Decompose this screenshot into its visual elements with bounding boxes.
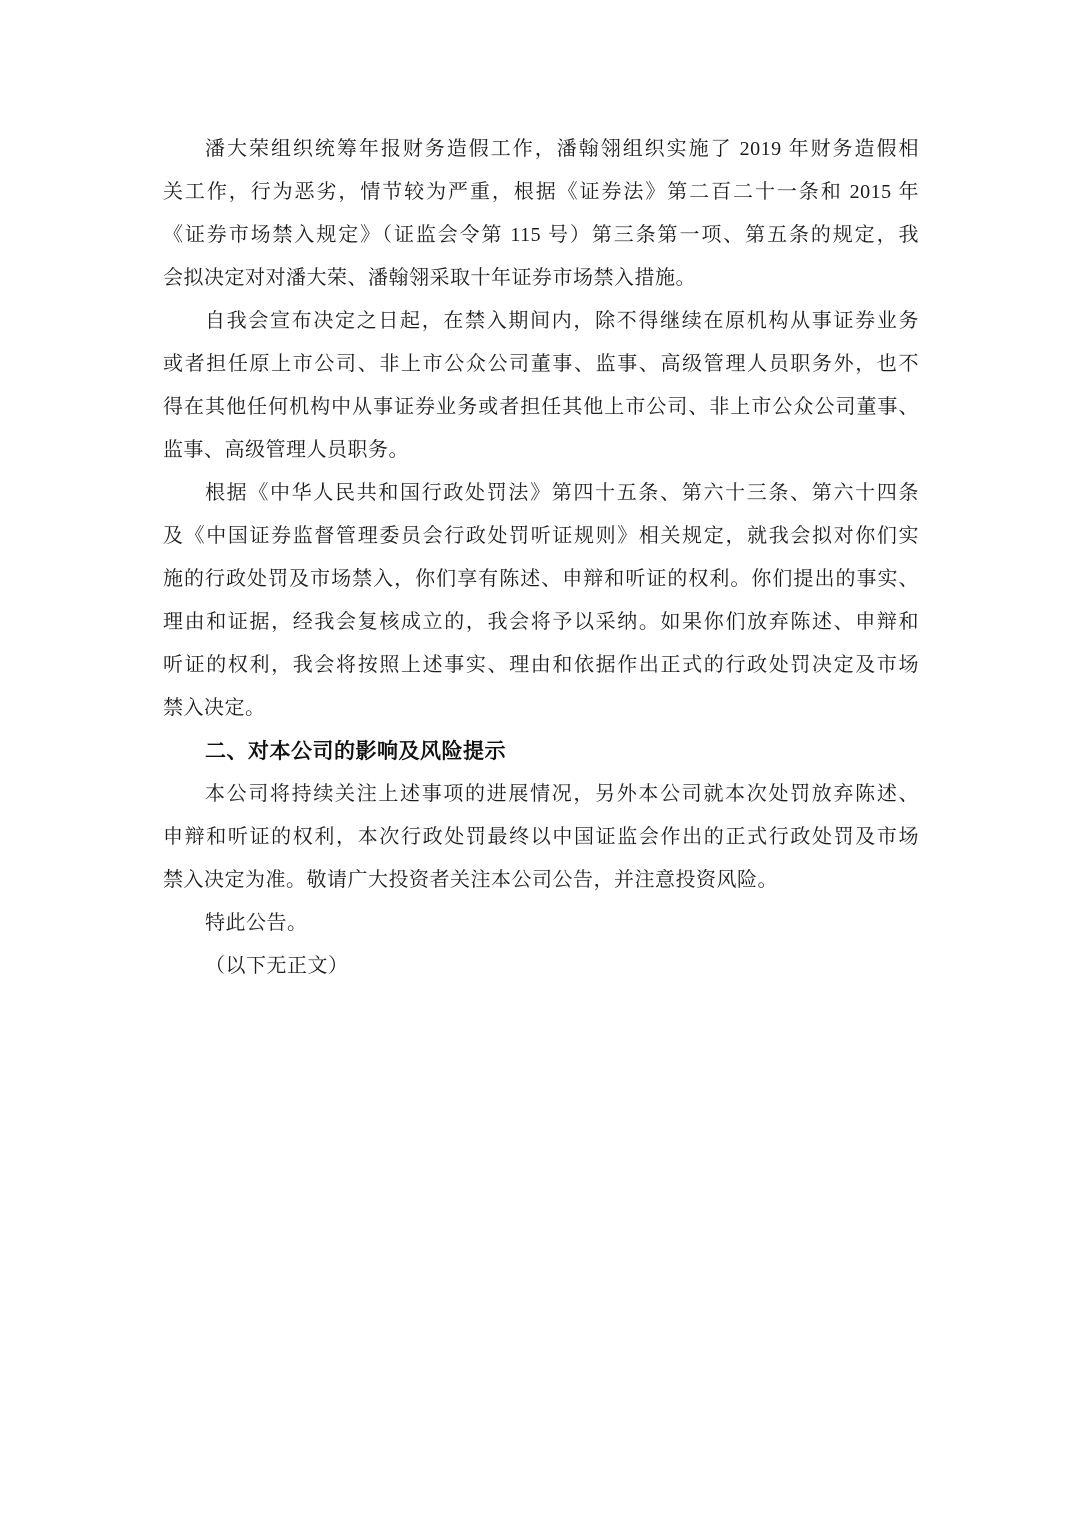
text-line: 或者担任原上市公司、非上市公众公司董事、监事、高级管理人员职务外，也不 — [163, 353, 919, 375]
document-body — [163, 128, 919, 988]
paragraph — [163, 472, 919, 730]
heading-line: 二、对本公司的影响及风险提示 — [205, 740, 506, 763]
text-line: 得在其他任何机构中从事证券业务或者担任其他上市公司、非上市公众公司董事、 — [163, 396, 919, 418]
text-line: 施的行政处罚及市场禁入，你们享有陈述、申辩和听证的权利。你们提出的事实、 — [163, 568, 919, 590]
paragraph — [163, 773, 919, 902]
text-line: 理由和证据，经我会复核成立的，我会将予以采纳。如果你们放弃陈述、申辩和 — [163, 611, 919, 633]
text-line: 申辩和听证的权利，本次行政处罚最终以中国证监会作出的正式行政处罚及市场 — [163, 826, 919, 848]
text-line: 关工作，行为恶劣，情节较为严重，根据《证券法》第二百二十一条和 2015 年 — [163, 181, 919, 203]
text-line: 本公司将持续关注上述事项的进展情况，另外本公司就本次处罚放弃陈述、 — [205, 783, 919, 805]
paragraph — [163, 902, 919, 945]
text-line: 《证券市场禁入规定》（证监会令第 115 号）第三条第一项、第五条的规定，我 — [163, 224, 919, 246]
text-line: 自我会宣布决定之日起，在禁入期间内，除不得继续在原机构从事证券业务 — [205, 310, 919, 332]
text-line: 及《中国证券监督管理委员会行政处罚听证规则》相关规定，就我会拟对你们实 — [163, 525, 919, 547]
text-line: 潘大荣组织统筹年报财务造假工作，潘翰翎组织实施了 2019 年财务造假相 — [205, 138, 919, 160]
text-line: 会拟决定对对潘大荣、潘翰翎采取十年证券市场禁入措施。 — [163, 267, 696, 289]
text-line: （以下无正文） — [205, 955, 349, 977]
text-line: 听证的权利，我会将按照上述事实、理由和依据作出正式的行政处罚决定及市场 — [163, 654, 919, 676]
text-line: 特此公告。 — [205, 912, 308, 934]
text-line: 根据《中华人民共和国行政处罚法》第四十五条、第六十三条、第六十四条 — [205, 482, 919, 504]
paragraph — [163, 945, 919, 988]
text-line: 监事、高级管理人员职务。 — [163, 439, 409, 461]
text-line: 禁入决定。 — [163, 697, 266, 719]
text-line: 禁入决定为准。敬请广大投资者关注本公司公告，并注意投资风险。 — [163, 869, 778, 891]
section-heading — [163, 730, 919, 773]
paragraph — [163, 128, 919, 300]
paragraph — [163, 300, 919, 472]
